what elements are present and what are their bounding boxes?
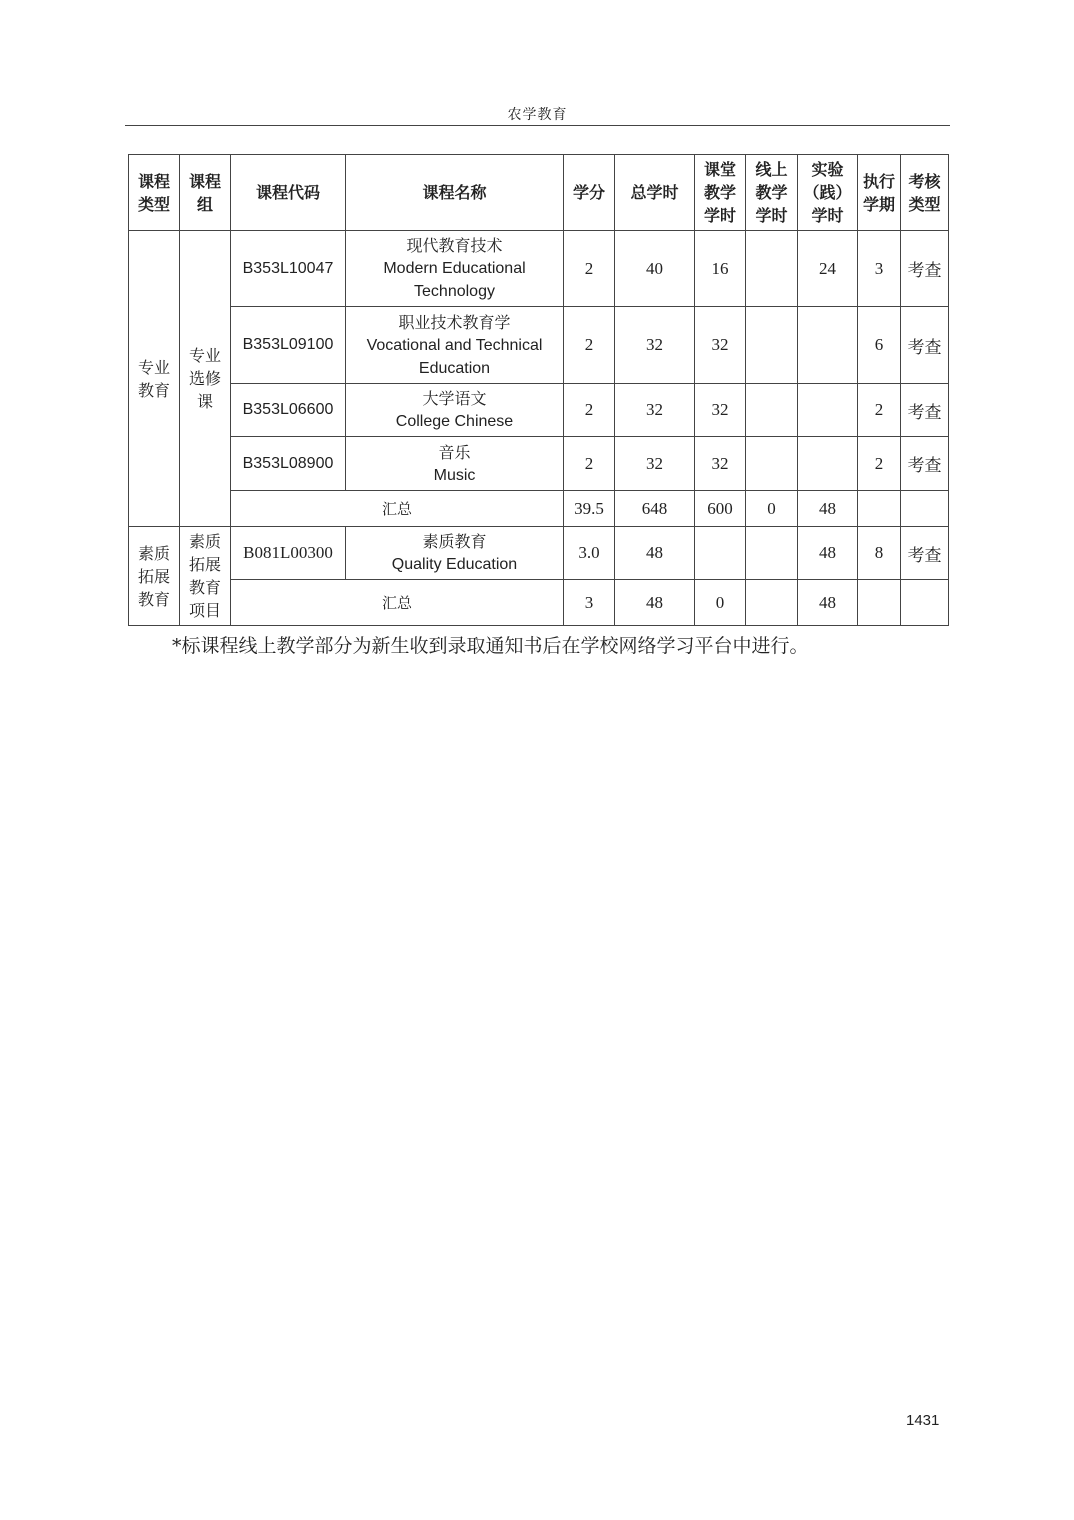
summary-total-hours: 48: [615, 580, 695, 626]
header-course-code: 课程代码: [231, 155, 346, 231]
summary-classroom-hours: 0: [695, 580, 746, 626]
credit: 2: [564, 384, 615, 437]
course-table: [128, 154, 949, 626]
online-hours: [746, 527, 798, 580]
credit: 2: [564, 231, 615, 307]
lab-hours: [798, 437, 858, 491]
course-code: B081L00300: [231, 527, 346, 580]
course-group-cell: 专业 选修 课: [180, 231, 231, 527]
semester: 2: [858, 384, 901, 437]
course-name: 现代教育技术 Modern Educational Technology: [346, 231, 564, 307]
online-hours: [746, 384, 798, 437]
online-hours: [746, 307, 798, 384]
header-course-name: 课程名称: [346, 155, 564, 231]
exam-type: 考查: [901, 307, 949, 384]
lab-hours: [798, 307, 858, 384]
header-exam-type: 考核 类型: [901, 155, 949, 231]
online-hours: [746, 437, 798, 491]
semester: 8: [858, 527, 901, 580]
summary-row: [129, 580, 949, 626]
total-hours: 32: [615, 384, 695, 437]
classroom-hours: 32: [695, 437, 746, 491]
course-name: 音乐 Music: [346, 437, 564, 491]
summary-semester: [858, 491, 901, 527]
course-code: B353L10047: [231, 231, 346, 307]
course-code: B353L06600: [231, 384, 346, 437]
course-name: 大学语文 College Chinese: [346, 384, 564, 437]
summary-credit: 39.5: [564, 491, 615, 527]
summary-online-hours: 0: [746, 491, 798, 527]
lab-hours: 48: [798, 527, 858, 580]
table-row: [129, 437, 949, 491]
header-lab-hours: 实验 （践） 学时: [798, 155, 858, 231]
credit: 2: [564, 307, 615, 384]
total-hours: 48: [615, 527, 695, 580]
online-hours: [746, 231, 798, 307]
header-classroom-hours: 课堂 教学 学时: [695, 155, 746, 231]
lab-hours: [798, 384, 858, 437]
course-type-cell: 素质 拓展 教育: [129, 527, 180, 626]
course-code: B353L09100: [231, 307, 346, 384]
course-code: B353L08900: [231, 437, 346, 491]
header-credit: 学分: [564, 155, 615, 231]
total-hours: 32: [615, 307, 695, 384]
table-row: [129, 527, 949, 580]
summary-semester: [858, 580, 901, 626]
course-type-cell: 专业 教育: [129, 231, 180, 527]
classroom-hours: 32: [695, 307, 746, 384]
summary-exam-type: [901, 491, 949, 527]
classroom-hours: 16: [695, 231, 746, 307]
table-row: [129, 231, 949, 307]
header-semester: 执行 学期: [858, 155, 901, 231]
table-row: [129, 307, 949, 384]
running-header: 农学教育: [507, 107, 568, 123]
summary-classroom-hours: 600: [695, 491, 746, 527]
summary-total-hours: 648: [615, 491, 695, 527]
classroom-hours: 32: [695, 384, 746, 437]
header-course-group: 课程 组: [180, 155, 231, 231]
summary-lab-hours: 48: [798, 580, 858, 626]
summary-label: 汇总: [231, 491, 564, 527]
page-number: 1431: [906, 1412, 940, 1429]
exam-type: 考查: [901, 437, 949, 491]
course-name: 职业技术教育学 Vocational and Technical Education: [346, 307, 564, 384]
summary-credit: 3: [564, 580, 615, 626]
exam-type: 考查: [901, 231, 949, 307]
header-course-type: 课程 类型: [129, 155, 180, 231]
footnote: *标课程线上教学部分为新生收到录取通知书后在学校网络学习平台中进行。: [172, 635, 809, 657]
total-hours: 40: [615, 231, 695, 307]
table-header-row: [129, 155, 949, 231]
summary-label: 汇总: [231, 580, 564, 626]
semester: 2: [858, 437, 901, 491]
table-row: [129, 384, 949, 437]
exam-type: 考查: [901, 527, 949, 580]
summary-row: [129, 491, 949, 527]
summary-online-hours: [746, 580, 798, 626]
classroom-hours: [695, 527, 746, 580]
lab-hours: 24: [798, 231, 858, 307]
summary-lab-hours: 48: [798, 491, 858, 527]
total-hours: 32: [615, 437, 695, 491]
credit: 2: [564, 437, 615, 491]
semester: 3: [858, 231, 901, 307]
summary-exam-type: [901, 580, 949, 626]
header-divider: [125, 125, 950, 126]
header-total-hours: 总学时: [615, 155, 695, 231]
exam-type: 考查: [901, 384, 949, 437]
semester: 6: [858, 307, 901, 384]
course-name: 素质教育 Quality Education: [346, 527, 564, 580]
credit: 3.0: [564, 527, 615, 580]
course-group-cell: 素质 拓展 教育 项目: [180, 527, 231, 626]
header-online-hours: 线上 教学 学时: [746, 155, 798, 231]
